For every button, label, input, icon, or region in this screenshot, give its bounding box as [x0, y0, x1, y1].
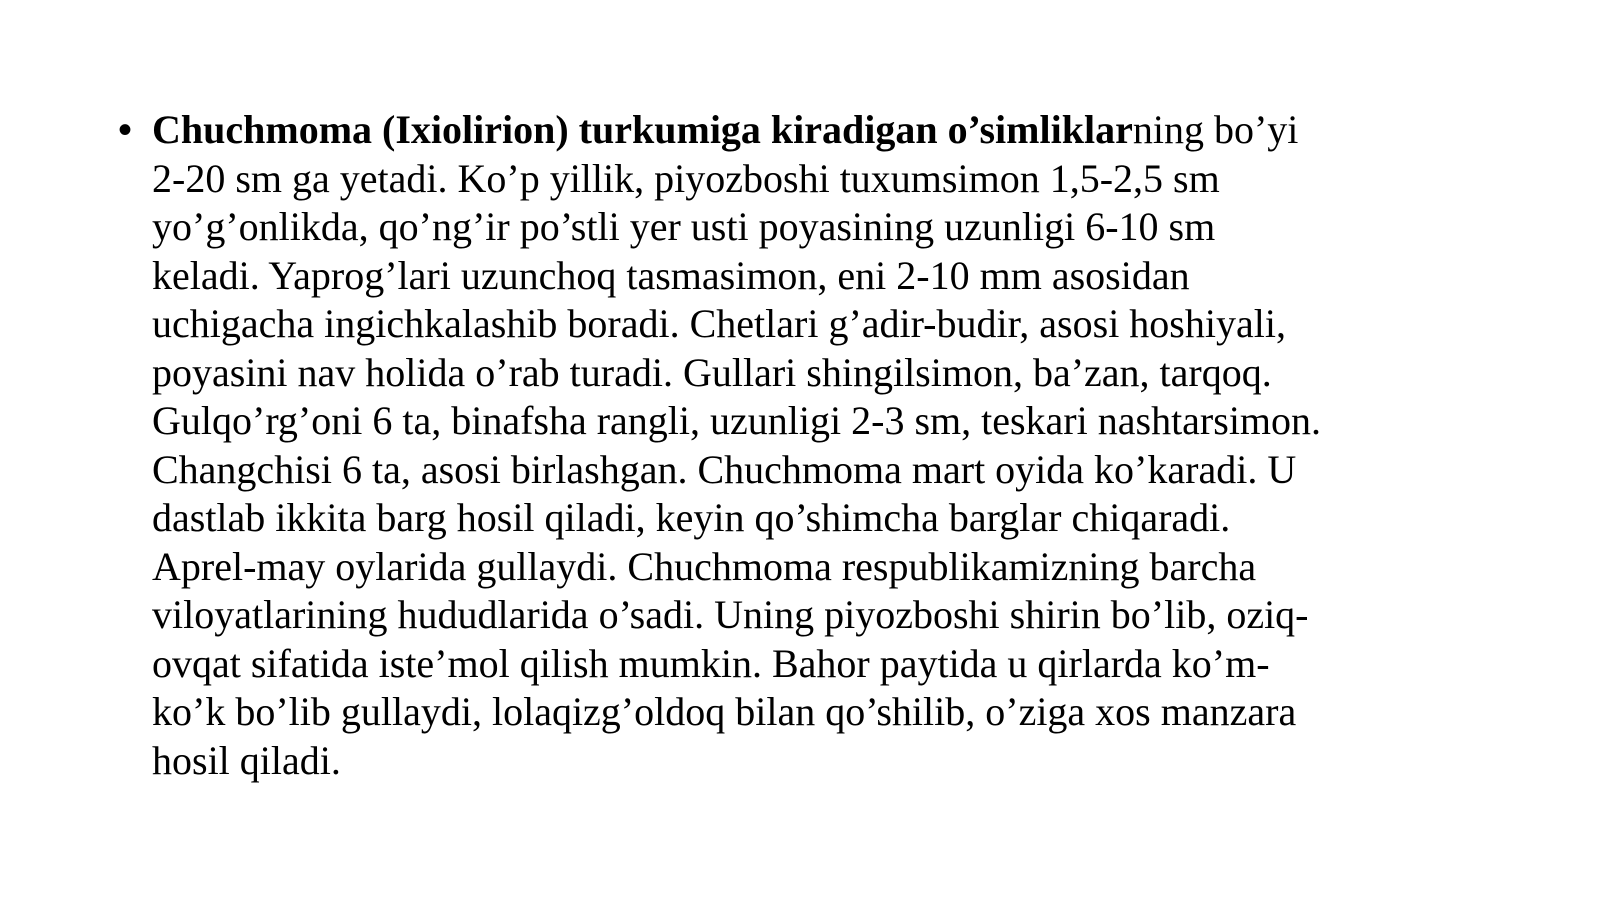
paragraph-line-7: Gulqo’rg’oni 6 ta, binafsha rangli, uzunligi 2-3 sm, teskari nashtarsimon. [152, 398, 1322, 443]
line-text: ning bo’yi [1132, 107, 1299, 152]
bullet-marker: • [118, 108, 133, 152]
paragraph-line-12: ovqat sifatida iste’mol qilish mumkin. Bahor paytida u qirlarda ko’m- [152, 640, 1270, 686]
paragraph-line-3: yo’g’onlikda, qo’ng’ir po’stli yer usti poyasining uzunligi 6-10 sm [152, 204, 1216, 249]
bullet-paragraph [152, 106, 1482, 785]
paragraph-line-9: dastlab ikkita barg hosil qiladi, keyin qo’shimcha barglar chiqaradi. [152, 495, 1231, 540]
paragraph-line-4: keladi. Yaprog’lari uzunchoq tasmasimon, eni 2-10 mm asosidan [152, 252, 1190, 298]
bold-lead-text: Chuchmoma (Ixiolirion) turkumiga kiradigan o’simliklar [152, 107, 1133, 152]
paragraph-line-11: viloyatlarining hududlarida o’sadi. Uning piyozboshi shirin bo’lib, oziq- [152, 592, 1309, 637]
paragraph-line-10: Aprel-may oylarida gullaydi. Chuchmoma respublikamizning barcha [152, 543, 1257, 589]
bullet-item [118, 106, 1518, 785]
paragraph-line-8: Changchisi 6 ta, asosi birlashgan. Chuchmoma mart oyida ko’karadi. U [152, 446, 1297, 492]
paragraph-line-1 [152, 106, 1482, 155]
paragraph-line-13: ko’k bo’lib gullaydi, lolaqizg’oldoq bilan qo’shilib, o’ziga xos manzara [152, 689, 1297, 734]
paragraph-line-6: poyasini nav holida o’rab turadi. Gullari shingilsimon, ba’zan, tarqoq. [152, 349, 1272, 395]
paragraph-line-5: uchigacha ingichkalashib boradi. Chetlari g’adir-budir, asosi hoshiyali, [152, 301, 1286, 346]
paragraph-line-2: 2-20 sm ga yetadi. Ko’p yillik, piyozboshi tuxumsimon 1,5-2,5 sm [152, 155, 1220, 201]
slide-content [118, 106, 1518, 785]
paragraph-line-14: hosil qiladi. [152, 737, 341, 783]
